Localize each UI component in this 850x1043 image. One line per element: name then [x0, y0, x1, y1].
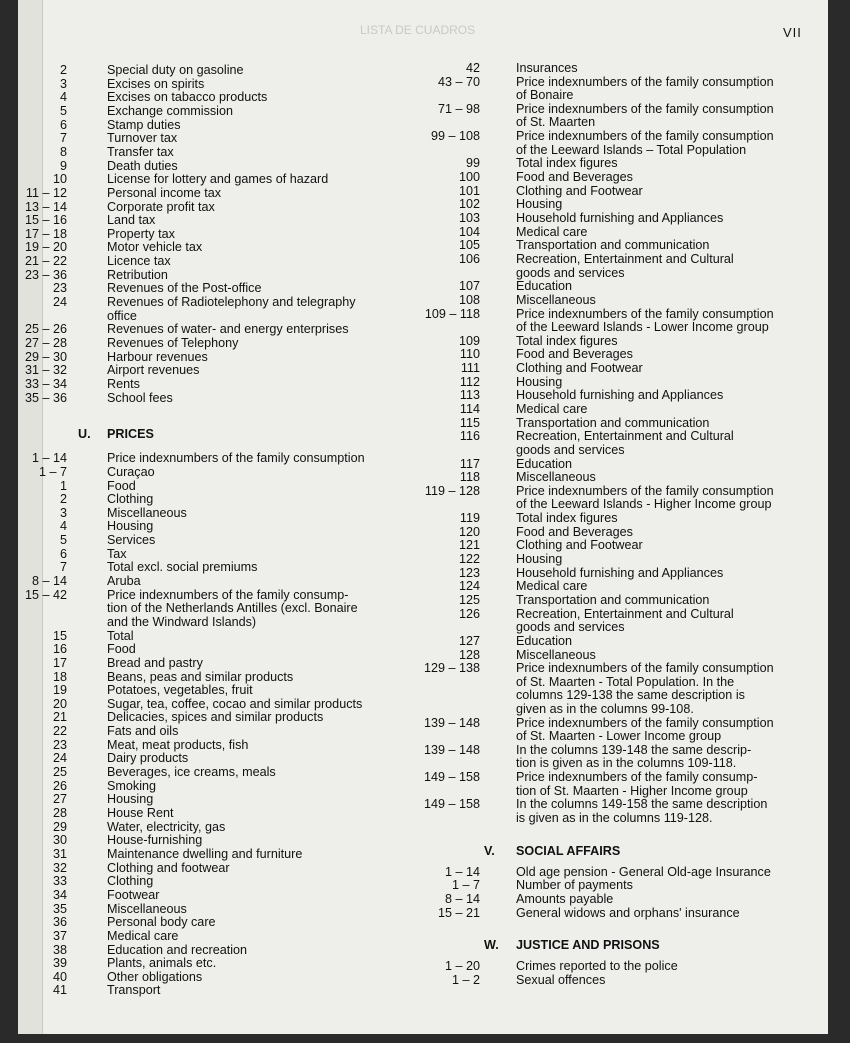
- entry-title: Special duty on gasoline: [107, 63, 244, 77]
- table-range: 11 – 12: [25, 185, 67, 200]
- entry-title: Exchange commission: [107, 103, 233, 118]
- entry-title: Airport revenues: [107, 363, 200, 378]
- entry-title: Footwear: [107, 887, 160, 902]
- entry-title: Meat, meat products, fish: [107, 737, 249, 752]
- table-range: 40: [52, 969, 67, 984]
- table-range: 105: [458, 238, 480, 253]
- entry-title: Amounts payable: [516, 891, 614, 906]
- table-range: 4: [59, 90, 67, 105]
- entry-title: columns 129-138 the same description is: [516, 688, 745, 703]
- entry-title: Miscellaneous: [516, 470, 596, 485]
- entry-title: Medical care: [516, 402, 588, 416]
- table-range: 23 – 36: [24, 267, 67, 282]
- entry-title: Price indexnumbers of the family consumption: [107, 451, 365, 466]
- table-range: 10: [52, 172, 67, 187]
- entry-title: tion of St. Maarten - Higher Income group: [516, 783, 748, 798]
- entry-title: Food and Beverages: [516, 170, 633, 185]
- table-range: 106: [458, 251, 480, 266]
- table-range: 16: [52, 642, 67, 657]
- table-range: 22: [52, 724, 67, 739]
- table-range: 37: [52, 928, 67, 943]
- table-range: 2: [59, 492, 67, 507]
- table-range: 129 – 138: [423, 661, 480, 676]
- table-range: 7: [59, 131, 67, 146]
- table-range: 119 – 128: [424, 483, 480, 498]
- entry-title: Household furnishing and Appliances: [516, 211, 724, 225]
- entry-title: of Bonaire: [516, 88, 574, 103]
- entry-title: Total excl. social premiums: [107, 560, 258, 575]
- entry-title: Sugar, tea, coffee, cocao and similar products: [107, 696, 363, 711]
- table-range: 4: [59, 519, 67, 534]
- table-range: 23: [52, 737, 67, 752]
- table-range: 114: [459, 402, 480, 416]
- entry-title: Price indexnumbers of the family consump-: [107, 587, 349, 602]
- entry-title: Tax: [107, 546, 127, 561]
- table-range: 1 – 14: [444, 864, 480, 879]
- table-range: 100: [458, 170, 480, 185]
- table-range: 6: [59, 546, 67, 561]
- entry-title: Clothing: [107, 492, 154, 507]
- entry-title: Recreation, Entertainment and Cultural: [516, 429, 734, 444]
- entry-title: Total index figures: [516, 333, 618, 348]
- table-range: 18: [52, 669, 67, 684]
- table-range: 112: [459, 374, 480, 389]
- table-range: 25: [52, 765, 67, 780]
- table-range: 19: [52, 683, 67, 698]
- entry-title: Delicacies, spices and similar products: [107, 710, 324, 725]
- entry-title: tion is given as in the columns 109-118.: [516, 756, 737, 771]
- entry-title: Revenues of water- and energy enterprises: [107, 322, 349, 337]
- entry-title: Rents: [107, 376, 140, 391]
- table-range: 34: [52, 887, 67, 902]
- entry-title: Clothing: [107, 874, 154, 889]
- table-range: 109 – 118: [424, 306, 480, 321]
- entry-title: Harbour revenues: [107, 349, 208, 364]
- entry-title: Dairy products: [107, 751, 189, 766]
- entry-title: Potatoes, vegetables, fruit: [107, 683, 253, 698]
- table-range: 120: [458, 524, 480, 539]
- entry-title: Plants, animals etc.: [107, 956, 217, 971]
- table-range: 119: [459, 511, 480, 526]
- entry-title: Services: [107, 533, 156, 548]
- table-range: 110: [459, 347, 480, 362]
- table-range: 121: [458, 538, 480, 553]
- page-number: VII: [783, 25, 802, 40]
- section-letter: W.: [484, 938, 499, 953]
- entry-title: Housing: [107, 792, 154, 807]
- table-range: 125: [458, 593, 480, 607]
- entry-title: of St. Maarten - Lower Income group: [516, 729, 722, 744]
- table-range: 28: [52, 806, 67, 820]
- entry-title: Household furnishing and Appliances: [516, 388, 724, 403]
- table-range: 71 – 98: [437, 101, 480, 116]
- table-range: 23: [52, 281, 67, 296]
- entry-title: Fats and oils: [107, 724, 179, 739]
- facing-page-edge: [18, 0, 43, 1034]
- entry-title: Miscellaneous: [107, 505, 187, 520]
- table-range: 32: [52, 860, 67, 875]
- section-title: SOCIAL AFFAIRS: [516, 843, 621, 858]
- table-range: 39: [52, 956, 67, 971]
- table-range: 1 – 14: [31, 451, 67, 466]
- table-range: 24: [52, 295, 67, 310]
- table-range: 1 – 7: [38, 464, 67, 479]
- table-range: 122: [458, 552, 480, 567]
- entry-title: Revenues of Telephony: [107, 335, 239, 350]
- entry-title: General widows and orphans' insurance: [516, 905, 740, 920]
- entry-title: School fees: [107, 390, 173, 405]
- entry-title: Miscellaneous: [516, 292, 596, 307]
- table-range: 124: [458, 579, 480, 594]
- table-range: 102: [458, 197, 480, 212]
- table-range: 1 – 2: [451, 972, 480, 987]
- entry-title: Stamp duties: [107, 117, 181, 132]
- entry-title: Excises on spirits: [107, 76, 205, 91]
- entry-title: Corporate profit tax: [107, 199, 215, 214]
- table-range: 31 – 32: [24, 363, 67, 378]
- table-range: 104: [458, 224, 480, 239]
- table-range: 30: [52, 833, 67, 848]
- document-page: [18, 0, 828, 1034]
- entry-title: Food: [107, 642, 136, 657]
- table-range: 33 – 34: [24, 376, 67, 391]
- table-range: 3: [59, 76, 67, 91]
- table-range: 27 – 28: [24, 335, 67, 350]
- table-range: 25 – 26: [24, 322, 67, 337]
- table-range: 107: [458, 279, 480, 294]
- table-range: 5: [59, 103, 67, 118]
- table-range: 35: [52, 901, 67, 916]
- table-range: 1: [59, 478, 67, 493]
- table-range: 111: [460, 361, 480, 376]
- entry-title: Total: [107, 628, 134, 643]
- entry-title: Turnover tax: [107, 131, 178, 146]
- entry-title: Price indexnumbers of the family consump-: [516, 770, 758, 785]
- table-range: 7: [59, 560, 67, 575]
- entry-title: Licence tax: [107, 254, 171, 269]
- section-title: JUSTICE AND PRISONS: [516, 938, 660, 953]
- entry-title: Education: [516, 456, 573, 471]
- entry-title: given as in the columns 99-108.: [516, 701, 694, 716]
- table-range: 128: [458, 647, 480, 662]
- entry-title: Price indexnumbers of the family consumption: [516, 661, 774, 676]
- table-range: 17 – 18: [24, 226, 67, 241]
- entry-title: Price indexnumbers of the family consumption: [516, 101, 774, 116]
- entry-title: Price indexnumbers of the family consumption: [516, 129, 774, 144]
- entry-title: is given as in the columns 119-128.: [516, 810, 713, 825]
- table-range: 21: [52, 710, 67, 725]
- section-title: PRICES: [107, 427, 154, 442]
- entry-title: Price indexnumbers of the family consumption: [516, 74, 774, 89]
- entry-title: Personal body care: [107, 915, 216, 930]
- table-range: 8 – 14: [444, 891, 480, 906]
- table-range: 6: [59, 117, 67, 132]
- entry-title: Beverages, ice creams, meals: [107, 765, 276, 780]
- entry-title: Price indexnumbers of the family consumption: [516, 483, 774, 498]
- table-range: 38: [52, 942, 67, 957]
- table-range: 126: [458, 606, 480, 621]
- table-range: 33: [52, 874, 67, 889]
- entry-title: Retribution: [107, 267, 168, 282]
- entry-title: Maintenance dwelling and furniture: [107, 846, 303, 861]
- entry-title: Transportation and communication: [516, 593, 710, 607]
- entry-title: House Rent: [107, 806, 174, 820]
- entry-title: goods and services: [516, 442, 625, 457]
- entry-title: Beans, peas and similar products: [107, 669, 294, 684]
- entry-title: of the Leeward Islands – Total Population: [516, 142, 747, 157]
- table-range: 103: [458, 211, 480, 225]
- entry-title: Household furnishing and Appliances: [516, 565, 724, 580]
- table-range: 13 – 14: [24, 199, 67, 214]
- entry-title: Recreation, Entertainment and Cultural: [516, 251, 734, 266]
- table-range: 139 – 148: [423, 715, 480, 730]
- entry-title: Old age pension - General Old-age Insurance: [516, 864, 771, 879]
- entry-title: tion of the Netherlands Antilles (excl. Bonaire: [107, 601, 358, 616]
- table-range: 113: [459, 388, 480, 403]
- table-range: 108: [458, 292, 480, 307]
- entry-title: Medical care: [516, 224, 588, 239]
- table-range: 15 – 16: [24, 213, 67, 228]
- entry-title: Smoking: [107, 778, 156, 793]
- entry-title: Food and Beverages: [516, 524, 633, 539]
- table-range: 1 – 20: [444, 959, 480, 974]
- table-range: 35 – 36: [24, 390, 67, 405]
- entry-title: House-furnishing: [107, 833, 203, 848]
- entry-title: Death duties: [107, 158, 178, 173]
- table-range: 99 – 108: [430, 129, 480, 144]
- entry-title: office: [107, 308, 137, 323]
- table-range: 101: [458, 183, 480, 198]
- entry-title: of the Leeward Islands - Lower Income group: [516, 320, 769, 335]
- table-range: 26: [52, 778, 67, 793]
- entry-title: Excises on tabacco products: [107, 90, 268, 105]
- table-range: 42: [465, 61, 480, 75]
- entry-title: Crimes reported to the police: [516, 959, 678, 974]
- table-range: 29 – 30: [24, 349, 67, 364]
- entry-title: Property tax: [107, 226, 175, 241]
- table-range: 29: [52, 819, 67, 834]
- table-range: 127: [458, 633, 480, 648]
- entry-title: Miscellaneous: [107, 901, 187, 916]
- entry-title: Housing: [516, 552, 563, 567]
- table-range: 139 – 148: [423, 742, 480, 757]
- entry-title: In the columns 149-158 the same description: [516, 797, 768, 812]
- entry-title: Bread and pastry: [107, 655, 203, 670]
- table-range: 27: [52, 792, 67, 807]
- entry-title: Revenues of the Post-office: [107, 281, 262, 296]
- entry-title: Education: [516, 633, 573, 648]
- table-range: 99: [465, 156, 480, 171]
- entry-title: Medical care: [107, 928, 179, 943]
- entry-title: goods and services: [516, 265, 625, 280]
- table-range: 109: [458, 333, 480, 348]
- entry-title: of the Leeward Islands - Higher Income group: [516, 497, 772, 512]
- table-range: 15 – 42: [24, 587, 67, 602]
- table-range: 19 – 20: [24, 240, 67, 255]
- entry-title: License for lottery and games of hazard: [107, 172, 329, 187]
- entry-title: Land tax: [107, 213, 156, 228]
- bleed-through-header: LISTA DE CUADROS: [360, 23, 476, 37]
- entry-title: In the columns 139-148 the same descrip-: [516, 742, 752, 757]
- entry-title: Curaçao: [107, 464, 155, 479]
- table-range: 3: [59, 505, 67, 520]
- entry-title: Water, electricity, gas: [107, 819, 226, 834]
- entry-title: Transfer tax: [107, 144, 174, 159]
- table-range: 20: [52, 696, 67, 711]
- entry-title: Motor vehicle tax: [107, 240, 203, 255]
- section-heading: [484, 938, 660, 953]
- table-range: 8: [59, 144, 67, 159]
- entry-title: goods and services: [516, 620, 625, 635]
- entry-title: Housing: [516, 197, 563, 212]
- entry-title: Other obligations: [107, 969, 203, 984]
- entry-title: Transportation and communication: [516, 238, 710, 253]
- entry-title: Number of payments: [516, 878, 633, 893]
- entry-title: Personal income tax: [107, 185, 222, 200]
- entry-title: Clothing and Footwear: [516, 538, 643, 553]
- entry-title: Housing: [107, 519, 154, 534]
- table-range: 17: [52, 655, 67, 670]
- entry-title: and the Windward Islands): [107, 614, 257, 629]
- section-letter: V.: [484, 843, 495, 858]
- entry-title: Food: [107, 478, 136, 493]
- table-range: 117: [459, 456, 480, 471]
- table-range: 36: [52, 915, 67, 930]
- table-range: 118: [459, 470, 480, 485]
- entry-title: Insurances: [516, 61, 578, 75]
- entry-title: of St. Maarten: [516, 115, 596, 130]
- table-range: 8 – 14: [31, 574, 67, 589]
- entry-title: of St. Maarten - Total Population. In the: [516, 674, 735, 689]
- table-range: 2: [59, 63, 67, 77]
- section-heading: [78, 427, 154, 442]
- entry-title: Total index figures: [516, 511, 618, 526]
- table-range: 24: [52, 751, 67, 766]
- entry-title: Transport: [107, 983, 161, 998]
- table-range: 41: [52, 983, 67, 998]
- table-range: 149 – 158: [423, 797, 480, 812]
- table-range: 123: [458, 565, 480, 580]
- entry-title: Sexual offences: [516, 972, 606, 987]
- table-range: 5: [59, 533, 67, 548]
- entry-title: Revenues of Radiotelephony and telegraphy: [107, 295, 356, 310]
- table-range: 115: [459, 415, 480, 430]
- entry-title: Education and recreation: [107, 942, 248, 957]
- table-range: 15: [52, 628, 67, 643]
- table-range: 43 – 70: [437, 74, 480, 89]
- entry-title: Food and Beverages: [516, 347, 633, 362]
- table-range: 31: [52, 846, 67, 861]
- section-heading: [484, 843, 621, 858]
- table-range: 1 – 7: [451, 878, 480, 893]
- entry-title: Aruba: [107, 574, 141, 589]
- entry-title: Clothing and footwear: [107, 860, 230, 875]
- table-range: 9: [59, 158, 67, 173]
- table-range: 15 – 21: [437, 905, 480, 920]
- section-letter: U.: [78, 427, 91, 442]
- entry-title: Miscellaneous: [516, 647, 596, 662]
- entry-title: Price indexnumbers of the family consumption: [516, 306, 774, 321]
- table-range: 149 – 158: [423, 770, 480, 785]
- entry-title: Total index figures: [516, 156, 618, 171]
- entry-title: Clothing and Footwear: [516, 183, 643, 198]
- entry-title: Price indexnumbers of the family consumption: [516, 715, 774, 730]
- entry-title: Medical care: [516, 579, 588, 594]
- table-range: 116: [459, 429, 480, 444]
- entry-title: Housing: [516, 374, 563, 389]
- entry-title: Recreation, Entertainment and Cultural: [516, 606, 734, 621]
- table-range: 21 – 22: [24, 254, 67, 269]
- entry-title: Clothing and Footwear: [516, 361, 643, 376]
- entry-title: Transportation and communication: [516, 415, 710, 430]
- entry-title: Education: [516, 279, 573, 294]
